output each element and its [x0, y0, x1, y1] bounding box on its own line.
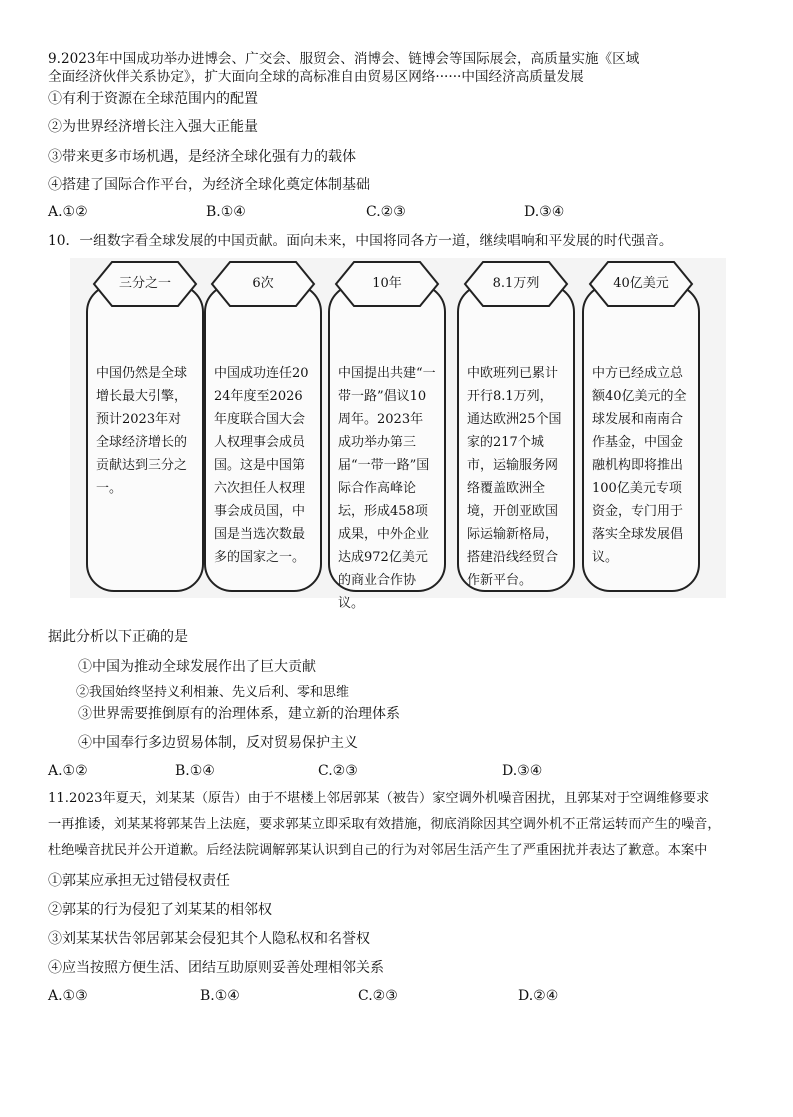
q10-figure [70, 258, 726, 611]
card-trains [457, 284, 575, 592]
q11-option-d[interactable]: D.②④ [518, 988, 559, 1004]
q11-stem-line3: 杜绝噪音扰民并公开道歉。后经法院调解郭某认识到自己的行为对邻居生活产生了严重困扰并表达了歉意。本案中 [48, 843, 708, 858]
card-one-third-text: 中国仍然是全球增长最大引擎，预计2023年对全球经济增长的贡献达到三分之一。 [96, 366, 188, 496]
q11-stem-line1: 11.2023年夏天，刘某某（原告）由于不堪楼上邻居郭某（被告）家空调外机噪音困扰，且郭某对于空调维修要求 [48, 791, 710, 806]
q9-item-1: ①有利于资源在全球范围内的配置 [48, 91, 258, 107]
card-ten-years-text: 中国提出共建“一带一路”倡议10周年。2023年成功举办第三届“一带一路”国际合作高峰论坛，形成458项成果，中外企业达成972亿美元的商业合作协议。 [338, 366, 436, 611]
tag-four-billion-label: 40亿美元 [613, 276, 669, 291]
q10-option-c[interactable]: C.②③ [318, 763, 358, 779]
q11-item-1: ①郭某应承担无过错侵权责任 [48, 873, 230, 889]
tag-one-third-label: 三分之一 [118, 276, 171, 291]
tag-ten-years-label: 10年 [372, 276, 402, 291]
card-one-third [86, 284, 204, 592]
q10-item-4: ④中国奉行多边贸易体制，反对贸易保护主义 [78, 735, 358, 751]
q10-option-d[interactable]: D.③④ [502, 763, 543, 779]
q11-stem-line2: 一再推诿，刘某某将郭某告上法庭，要求郭某立即采取有效措施，彻底消除因其空调外机不正常运转而产生的噪音， [48, 817, 721, 832]
q9-stem-line1: 9.2023年中国成功举办进博会、广交会、服贸会、消博会、链博会等国际展会，高质量实施《区域 [48, 51, 640, 67]
card-trains-text: 中欧班列已累计开行8.1万列，通达欧洲25个国家的217个城市，运输服务网络覆盖欧洲全境，开创亚欧国际运输新格局，搭建沿线经贸合作新平台。 [467, 366, 562, 588]
q11-option-b[interactable]: B.①④ [200, 988, 240, 1004]
tag-six-times-label: 6次 [252, 276, 274, 291]
card-ten-years [328, 284, 446, 611]
q10-item-2: ②我国始终坚持义利相兼、先义后利、零和思维 [76, 685, 350, 700]
q10-option-b[interactable]: B.①④ [175, 763, 215, 779]
tag-six-times [208, 258, 318, 310]
tag-one-third [90, 258, 200, 310]
tag-four-billion [586, 258, 696, 310]
card-four-billion-text: 中方已经成立总额40亿美元的全球发展和南南合作基金，中国金融机构即将推出100亿美元专项资金，专门用于落实全球发展倡议。 [592, 366, 687, 565]
q9-option-d[interactable]: D.③④ [524, 204, 565, 220]
q11-item-4: ④应当按照方便生活、团结互助原则妥善处理相邻关系 [48, 960, 384, 976]
q9-option-b[interactable]: B.①④ [206, 204, 246, 220]
q9-item-3: ③带来更多市场机遇，是经济全球化强有力的载体 [48, 149, 356, 165]
q10-option-a[interactable]: A.①② [48, 763, 88, 779]
q11-option-c[interactable]: C.②③ [358, 988, 398, 1004]
card-six-times-text: 中国成功连任2024年度至2026年度联合国大会人权理事会成员国。这是中国第六次担任人权理事会成员国，中国是当选次数最多的国家之一。 [214, 366, 309, 565]
tag-trains-label: 8.1万列 [492, 276, 540, 291]
card-four-billion [582, 284, 700, 592]
q11-item-2: ②郭某的行为侵犯了刘某某的相邻权 [48, 902, 272, 918]
q10-stem: 10．一组数字看全球发展的中国贡献。面向未来，中国将同各方一道，继续唱响和平发展的时代强音。 [48, 233, 673, 249]
q9-stem-line2: 全面经济伙伴关系协定》，扩大面向全球的高标准自由贸易区网络······中国经济高质量发展 [48, 69, 584, 85]
q10-item-1: ①中国为推动全球发展作出了巨大贡献 [78, 659, 316, 675]
tag-ten-years [332, 258, 442, 310]
q10-item-3: ③世界需要推倒原有的治理体系，建立新的治理体系 [78, 706, 400, 722]
q9-option-a[interactable]: A.①② [48, 204, 88, 220]
q11-item-3: ③刘某某状告邻居郭某会侵犯其个人隐私权和名誉权 [48, 931, 370, 947]
q10-lead: 据此分析以下正确的是 [48, 629, 188, 645]
q9-item-2: ②为世界经济增长注入强大正能量 [48, 119, 258, 135]
tag-trains [461, 258, 571, 310]
q9-item-4: ④搭建了国际合作平台，为经济全球化奠定体制基础 [48, 177, 370, 193]
q9-option-c[interactable]: C.②③ [366, 204, 406, 220]
q11-option-a[interactable]: A.①③ [48, 988, 88, 1004]
card-six-times [204, 284, 322, 592]
